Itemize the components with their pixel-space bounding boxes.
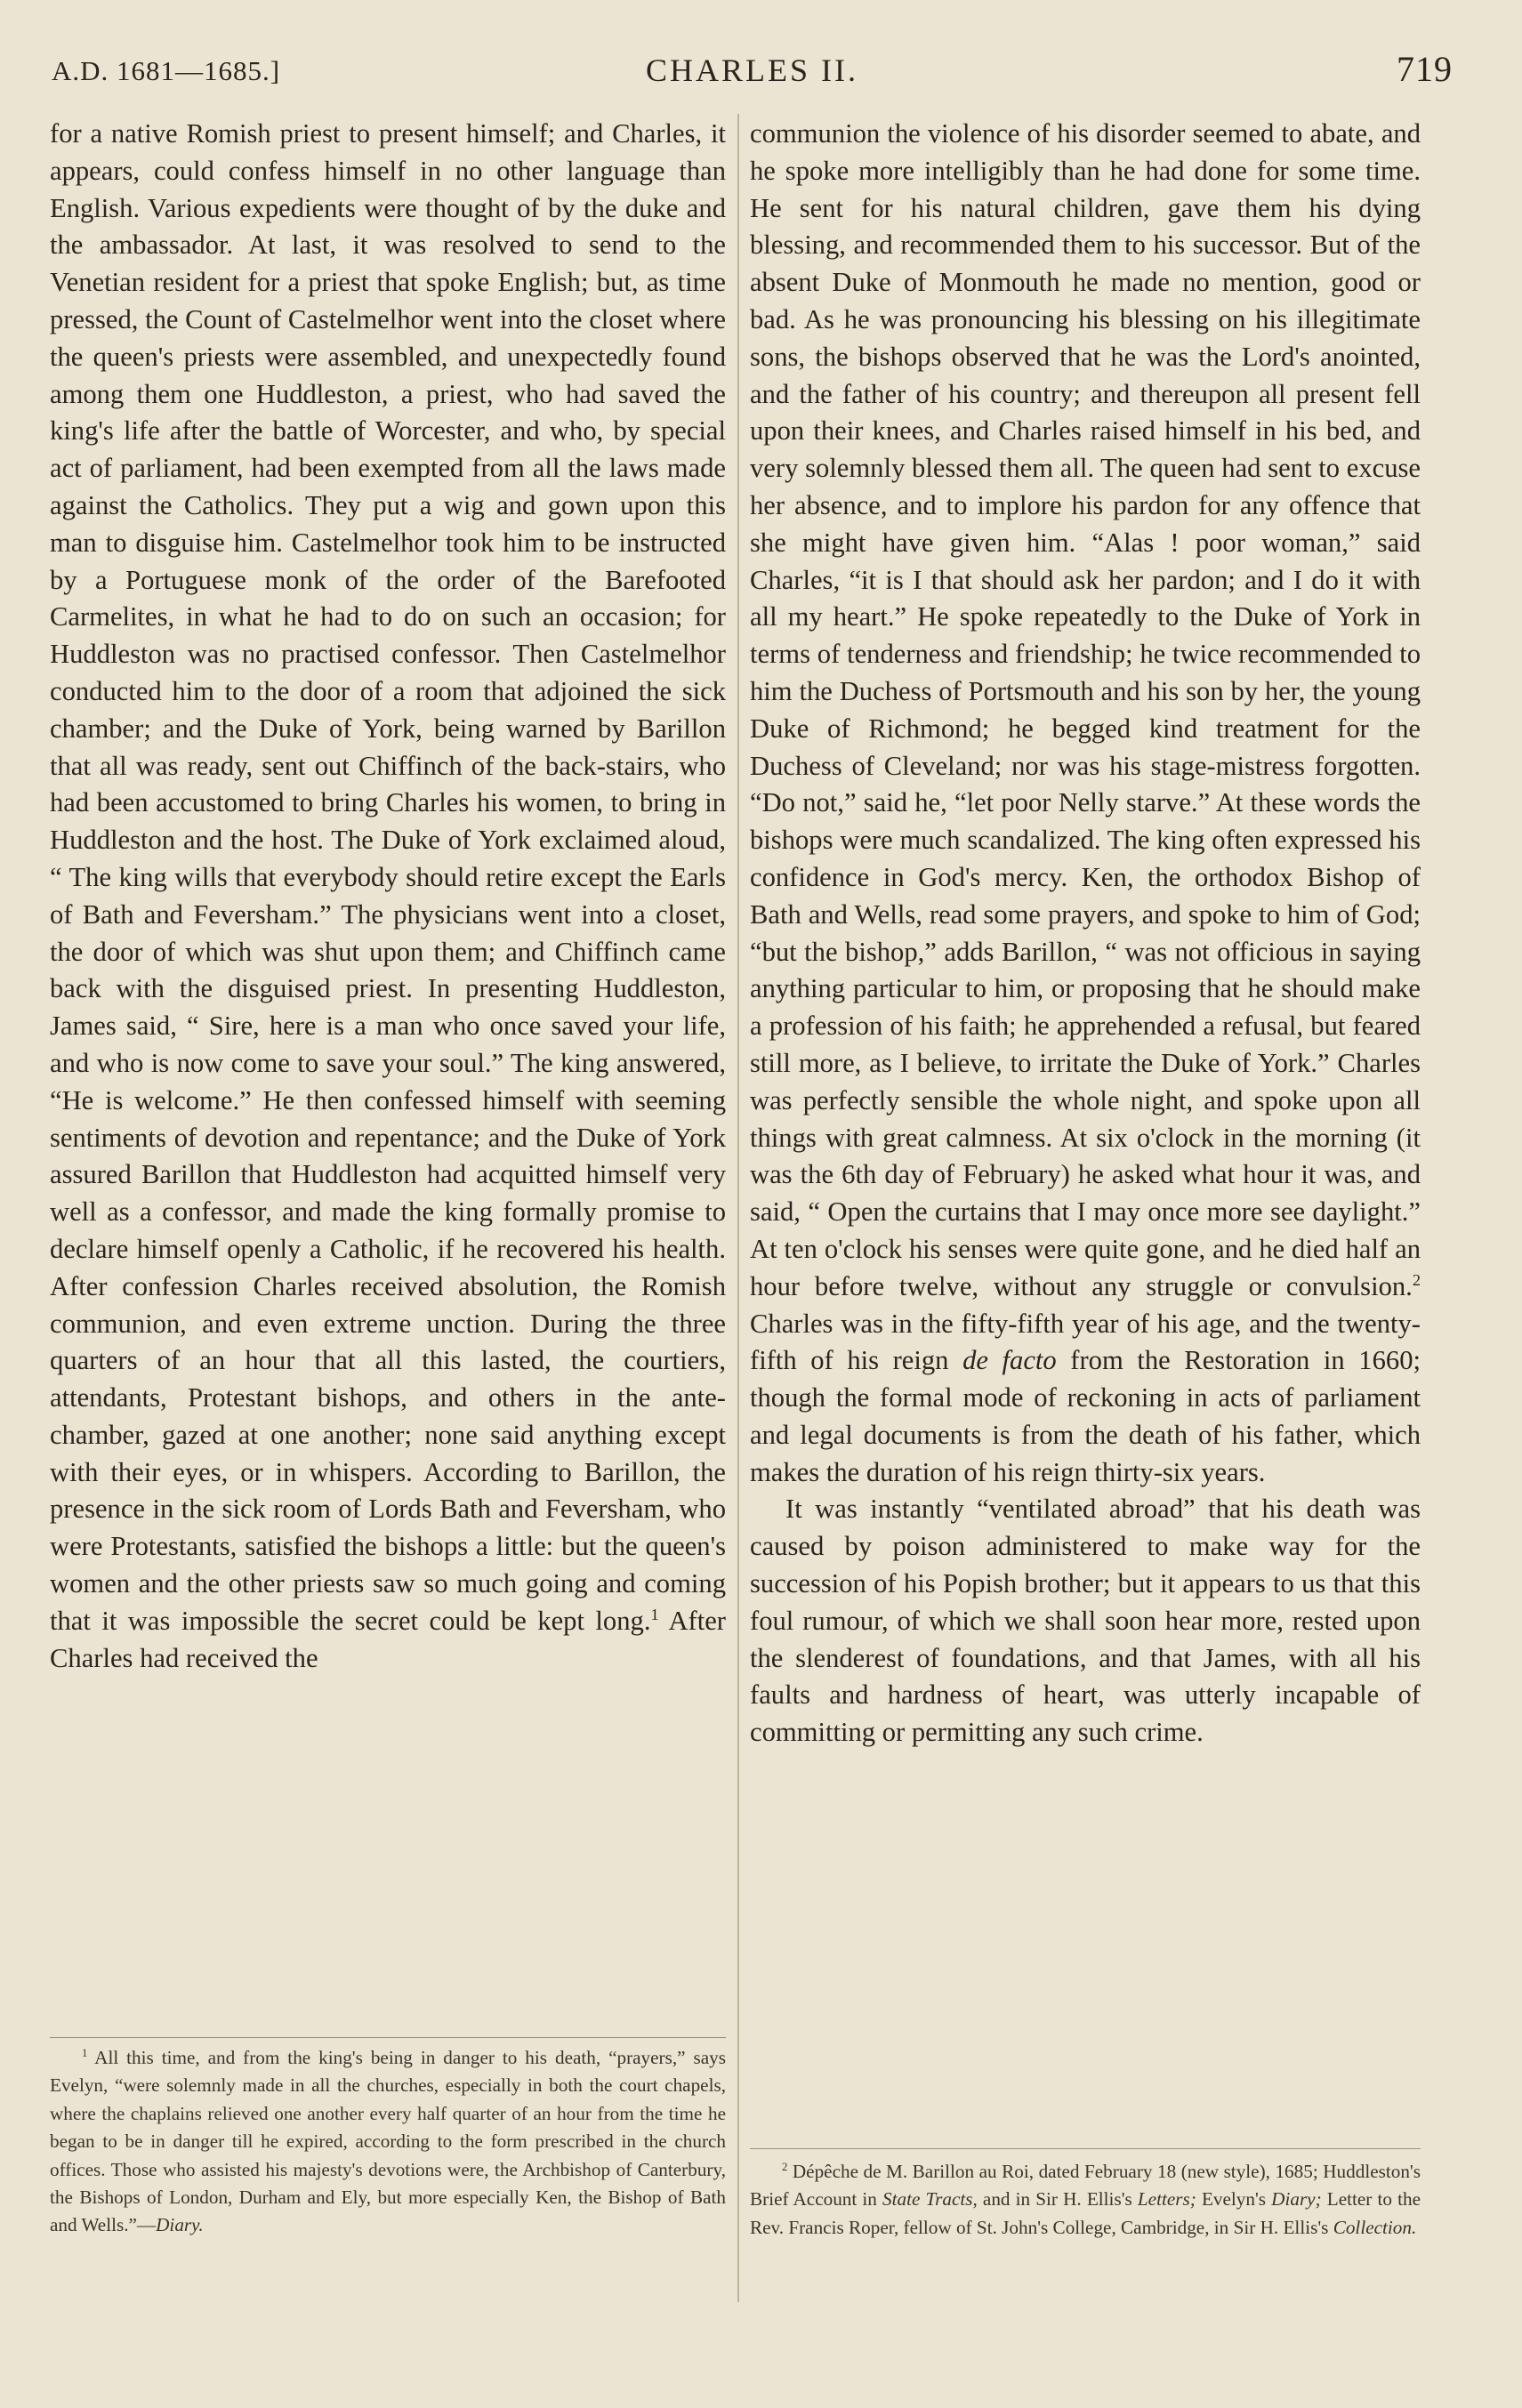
- left-paragraph-tail: After Charles had received the: [50, 1605, 726, 1673]
- right-paragraph-1-text-c: from the Restoration in 1660; though the formal mode of reckoning in acts of parliament and legal documents is from the death of his father, which makes the duration of his reign thirty-six years.: [750, 1345, 1421, 1487]
- footnote-2-paragraph: [750, 2158, 1421, 2242]
- footnote-1: [50, 2044, 726, 2240]
- footnote-2-text-d: Letter to the Rev. Francis Roper, fellow of St. John's College, Cambridge, in Sir H. Ellis's: [750, 2188, 1421, 2238]
- running-header: [52, 48, 1453, 101]
- footnote-2-italic-c: Diary;: [1271, 2188, 1322, 2211]
- footnote-1-italic: Diary.: [156, 2214, 204, 2236]
- footnote-1-paragraph: [50, 2044, 726, 2240]
- footnote-1-mark: 1: [82, 2046, 88, 2059]
- footnote-reference-2[interactable]: 2: [1412, 1270, 1421, 1289]
- right-paragraph-1-text-b: Charles was in the fifty-fifth year of his age, and the twenty-fifth of his reign: [750, 1308, 1421, 1376]
- right-column-paragraph-1: [750, 116, 1421, 1491]
- footnote-2-mark: 2: [782, 2160, 788, 2173]
- right-paragraph-1-italic: de facto: [962, 1345, 1057, 1376]
- column-divider: [737, 114, 739, 2302]
- footnote-2-text-b: , and in Sir H. Ellis's: [972, 2188, 1138, 2211]
- footnote-rule-left: [50, 2037, 726, 2038]
- page-number: 719: [1397, 49, 1453, 89]
- right-paragraph-1-text-a: communion the violence of his disorder seemed to abate, and he spoke more intelligibly than he had done for some time. He sent for his natural children, gave them his dying blessing, and recommended them to his successor. But of the absent Duke of Monmouth he made no mention, good or bad. As he was pronouncing his blessing on his illegitimate sons, the bishops observed that he was the Lord's anointed, and the father of his country; and thereupon all present fell upon their knees, and Charles raised himself in his bed, and very solemnly blessed them all. The queen had sent to excuse her absence, and to implore his pardon for any offence that she might have given him. “Alas ! poor woman,” said Charles, “it is I that should ask her pardon; and I do it with all my heart.” He spoke repeatedly to the Duke of York in terms of tenderness and friendship; he twice recommended to him the Duchess of Portsmouth and his son by her, the young Duke of Richmond; he begged kind treatment for the Duchess of Cleveland; nor was his stage-mistress forgotten. “Do not,” said he, “let poor Nelly starve.” At these words the bishops were much scandalized. The king often expressed his confidence in God's mercy. Ken, the orthodox Bishop of Bath and Wells, read some prayers, and spoke to him of God; “but the bishop,” adds Barillon, “ was not officious in saying anything particular to him, or proposing that he should make a profession of his faith; he apprehended a refusal, but feared still more, as I believe, to irritate the Duke of York.” Charles was perfectly sensible the whole night, and spoke upon all things with great calmness. At six o'clock in the morning (it was the 6th day of February) he asked what hour it was, and said, “ Open the curtains that I may once more see daylight.” At ten o'clock his senses were quite gone, and he died half an hour before twelve, without any struggle or convulsion.: [750, 118, 1421, 1301]
- footnote-2-text-a: Dépêche de M. Barillon au Roi, dated February 18 (new style), 1685; Huddleston's Brief Account in: [750, 2161, 1421, 2211]
- left-column-paragraph: [50, 116, 726, 1677]
- left-paragraph-text: for a native Romish priest to present himself; and Charles, it appears, could confess himself in no other language than English. Various expedients were thought of by the duke and the ambassador. At last, it was resolved to send to the Venetian resident for a priest that spoke English; but, as time pressed, the Count of Castelmelhor went into the closet where the queen's priests were assembled, and unexpectedly found among them one Huddleston, a priest, who had saved the king's life after the battle of Worcester, and who, by special act of parliament, had been exempted from all the laws made against the Catholics. They put a wig and gown upon this man to disguise him. Castelmelhor took him to be instructed by a Portuguese monk of the order of the Barefooted Carmelites, in what he had to do on such an occasion; for Huddleston was no practised confessor. Then Castelmelhor conducted him to the door of a room that adjoined the sick chamber; and the Duke of York, being warned by Barillon that all was ready, sent out Chiffinch of the back-stairs, who had been accustomed to bring Charles his women, to bring in Huddleston and the host. The Duke of York exclaimed aloud, “ The king wills that everybody should retire except the Earls of Bath and Feversham.” The physicians went into a closet, the door of which was shut upon them; and Chiffinch came back with the disguised priest. In presenting Huddleston, James said, “ Sire, here is a man who once saved your life, and who is now come to save your soul.” The king answered, “He is welcome.” He then confessed himself with seeming sentiments of devotion and repentance; and the Duke of York assured Barillon that Huddleston had acquitted himself very well as a confessor, and made the king formally promise to declare himself openly a Catholic, if he recovered his health. After confession Charles received absolution, the Romish communion, and even extreme unction. During the three quarters of an hour that all this lasted, the courtiers, attendants, Protestant bishops, and others in the ante-chamber, gazed at one another; none said anything except with their eyes, or in whispers. According to Barillon, the presence in the sick room of Lords Bath and Feversham, who were Protestants, satisfied the bishops a little: but the queen's women and the other priests saw so much going and coming that it was impossible the secret could be kept long.: [50, 118, 726, 1636]
- header-date-range: A.D. 1681—1685.]: [52, 55, 281, 86]
- footnote-rule-right: [750, 2148, 1421, 2149]
- left-column: [50, 116, 726, 1677]
- footnote-2-italic-d: Collection.: [1333, 2216, 1417, 2238]
- footnote-1-text: All this time, and from the king's being in danger to his death, “prayers,” says Evelyn, “were solemnly made in all the churches, especially in both the court chapels, where the chaplains relieved one another every half quarter of an hour from the time he began to be in danger till he expired, according to the form prescribed in the church offices. Those who assisted his majesty's devotions were, the Archbishop of Canterbury, the Bishops of London, Durham and Ely, but more especially Ken, the Bishop of Bath and Wells.”—: [50, 2047, 726, 2236]
- right-column: [750, 116, 1421, 1752]
- footnote-2-italic-a: State Tracts: [882, 2188, 973, 2211]
- right-column-paragraph-2: It was instantly “ventilated abroad” that his death was caused by poison administered to make way for the succession of his Popish brother; but it appears to us that this foul rumour, of which we shall soon hear more, rested upon the slenderest of foundations, and that James, with all his faults and hardness of heart, was utterly incapable of committing or permitting any such crime.: [750, 1494, 1421, 1748]
- header-title: CHARLES II.: [646, 52, 858, 88]
- footnote-2: [750, 2158, 1421, 2242]
- footnote-reference-1[interactable]: 1: [650, 1605, 659, 1623]
- footnote-2-italic-b: Letters;: [1137, 2188, 1196, 2211]
- footnote-2-text-c: Evelyn's: [1196, 2188, 1272, 2211]
